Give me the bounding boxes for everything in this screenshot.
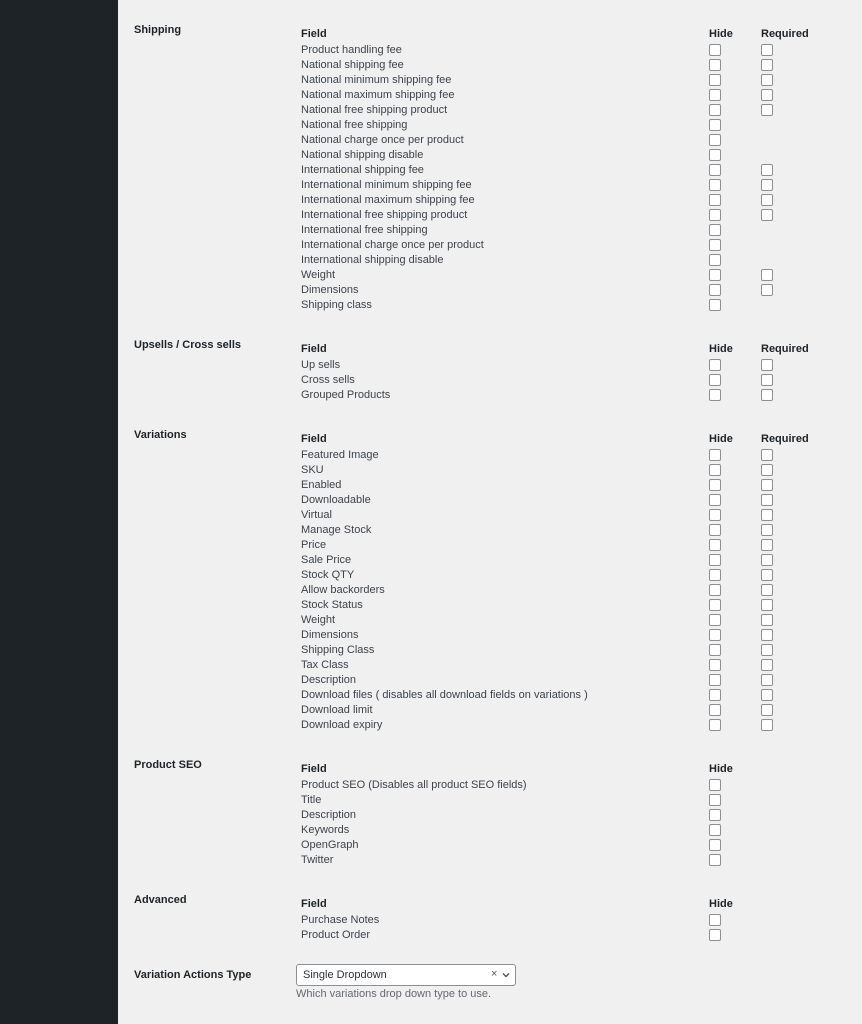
hide-checkbox[interactable]: [709, 59, 721, 71]
field-label: Product Order: [301, 929, 371, 941]
field-label: National shipping fee: [301, 59, 404, 71]
required-checkbox[interactable]: [761, 374, 773, 386]
hide-checkbox[interactable]: [709, 359, 721, 371]
hide-checkbox[interactable]: [709, 824, 721, 836]
field-label: National free shipping product: [301, 104, 448, 116]
required-checkbox[interactable]: [761, 74, 773, 86]
hide-checkbox[interactable]: [709, 89, 721, 101]
required-column-header: Required: [761, 28, 809, 40]
required-checkbox[interactable]: [761, 59, 773, 71]
field-label: Dimensions: [301, 629, 359, 641]
required-checkbox[interactable]: [761, 89, 773, 101]
hide-checkbox[interactable]: [709, 209, 721, 221]
chevron-down-icon[interactable]: [501, 970, 511, 980]
hide-checkbox[interactable]: [709, 254, 721, 266]
required-checkbox[interactable]: [761, 359, 773, 371]
field-label: Purchase Notes: [301, 914, 380, 926]
hide-checkbox[interactable]: [709, 479, 721, 491]
field-label: Tax Class: [301, 659, 349, 671]
required-checkbox[interactable]: [761, 44, 773, 56]
required-checkbox[interactable]: [761, 674, 773, 686]
hide-checkbox[interactable]: [709, 149, 721, 161]
hide-checkbox[interactable]: [709, 914, 721, 926]
hide-checkbox[interactable]: [709, 599, 721, 611]
section-title: Shipping: [134, 24, 182, 36]
hide-column-header: Hide: [709, 28, 733, 40]
field-label: Enabled: [301, 479, 342, 491]
variation-actions-label: Variation Actions Type: [134, 969, 252, 981]
field-label: National charge once per product: [301, 134, 464, 146]
required-checkbox[interactable]: [761, 689, 773, 701]
field-label: National shipping disable: [301, 149, 424, 161]
field-label: National maximum shipping fee: [301, 89, 455, 101]
required-checkbox[interactable]: [761, 479, 773, 491]
hide-checkbox[interactable]: [709, 584, 721, 596]
required-checkbox[interactable]: [761, 659, 773, 671]
field-label: Stock Status: [301, 599, 363, 611]
hide-checkbox[interactable]: [709, 494, 721, 506]
required-checkbox[interactable]: [761, 719, 773, 731]
hide-checkbox[interactable]: [709, 74, 721, 86]
field-label: Weight: [301, 269, 336, 281]
hide-checkbox[interactable]: [709, 194, 721, 206]
field-label: Product SEO (Disables all product SEO fields): [301, 779, 527, 791]
required-checkbox[interactable]: [761, 584, 773, 596]
field-label: International free shipping: [301, 224, 428, 236]
required-checkbox[interactable]: [761, 569, 773, 581]
field-column-header: Field: [301, 28, 327, 40]
hide-checkbox[interactable]: [709, 224, 721, 236]
hide-checkbox[interactable]: [709, 164, 721, 176]
required-checkbox[interactable]: [761, 644, 773, 656]
hide-checkbox[interactable]: [709, 704, 721, 716]
field-column-header: Field: [301, 763, 327, 775]
section-title: Advanced: [134, 894, 187, 906]
field-label: Shipping Class: [301, 644, 375, 656]
hide-checkbox[interactable]: [709, 539, 721, 551]
hide-checkbox[interactable]: [709, 524, 721, 536]
hide-checkbox[interactable]: [709, 794, 721, 806]
hide-checkbox[interactable]: [709, 719, 721, 731]
field-label: Grouped Products: [301, 389, 391, 401]
hide-checkbox[interactable]: [709, 269, 721, 281]
hide-checkbox[interactable]: [709, 554, 721, 566]
admin-sidebar: [0, 0, 118, 1024]
hide-checkbox[interactable]: [709, 614, 721, 626]
field-label: Allow backorders: [301, 584, 385, 596]
field-label: Weight: [301, 614, 336, 626]
field-label: Virtual: [301, 509, 332, 521]
hide-checkbox[interactable]: [709, 464, 721, 476]
hide-checkbox[interactable]: [709, 134, 721, 146]
section-title: Upsells / Cross sells: [134, 339, 241, 351]
field-label: Download files ( disables all download fields on variations ): [301, 689, 588, 701]
field-label: Shipping class: [301, 299, 372, 311]
required-checkbox[interactable]: [761, 449, 773, 461]
field-label: Sale Price: [301, 554, 352, 566]
hide-checkbox[interactable]: [709, 449, 721, 461]
field-label: International shipping fee: [301, 164, 424, 176]
required-column-header: Required: [761, 343, 809, 355]
hide-checkbox[interactable]: [709, 374, 721, 386]
field-label: SKU: [301, 464, 324, 476]
required-checkbox[interactable]: [761, 629, 773, 641]
required-checkbox[interactable]: [761, 704, 773, 716]
field-label: Downloadable: [301, 494, 371, 506]
field-label: Download limit: [301, 704, 373, 716]
hide-checkbox[interactable]: [709, 674, 721, 686]
required-checkbox[interactable]: [761, 179, 773, 191]
hide-checkbox[interactable]: [709, 779, 721, 791]
field-label: Title: [301, 794, 322, 806]
field-label: International charge once per product: [301, 239, 484, 251]
hide-column-header: Hide: [709, 343, 733, 355]
hide-checkbox[interactable]: [709, 389, 721, 401]
required-checkbox[interactable]: [761, 389, 773, 401]
required-checkbox[interactable]: [761, 284, 773, 296]
field-label: Download expiry: [301, 719, 383, 731]
hide-checkbox[interactable]: [709, 299, 721, 311]
required-checkbox[interactable]: [761, 554, 773, 566]
variation-actions-description: Which variations drop down type to use.: [296, 988, 492, 1000]
variation-actions-select[interactable]: [296, 964, 516, 986]
hide-checkbox[interactable]: [709, 839, 721, 851]
hide-column-header: Hide: [709, 433, 733, 445]
field-label: Product handling fee: [301, 44, 402, 56]
field-label: Featured Image: [301, 449, 379, 461]
hide-checkbox[interactable]: [709, 509, 721, 521]
section-title: Product SEO: [134, 759, 202, 771]
required-checkbox[interactable]: [761, 494, 773, 506]
hide-checkbox[interactable]: [709, 104, 721, 116]
hide-checkbox[interactable]: [709, 689, 721, 701]
hide-column-header: Hide: [709, 763, 733, 775]
required-checkbox[interactable]: [761, 104, 773, 116]
required-column-header: Required: [761, 433, 809, 445]
required-checkbox[interactable]: [761, 464, 773, 476]
required-checkbox[interactable]: [761, 614, 773, 626]
hide-checkbox[interactable]: [709, 644, 721, 656]
hide-checkbox[interactable]: [709, 119, 721, 131]
required-checkbox[interactable]: [761, 524, 773, 536]
hide-checkbox[interactable]: [709, 929, 721, 941]
hide-column-header: Hide: [709, 898, 733, 910]
clear-icon[interactable]: ×: [491, 968, 498, 980]
section-title: Variations: [134, 429, 187, 441]
required-checkbox[interactable]: [761, 509, 773, 521]
field-column-header: Field: [301, 898, 327, 910]
field-label: Cross sells: [301, 374, 355, 386]
required-checkbox[interactable]: [761, 194, 773, 206]
hide-checkbox[interactable]: [709, 809, 721, 821]
field-label: Up sells: [301, 359, 341, 371]
field-column-header: Field: [301, 433, 327, 445]
field-label: Manage Stock: [301, 524, 372, 536]
field-label: Keywords: [301, 824, 350, 836]
hide-checkbox[interactable]: [709, 629, 721, 641]
field-label: Twitter: [301, 854, 334, 866]
field-label: Price: [301, 539, 327, 551]
field-label: Stock QTY: [301, 569, 355, 581]
field-label: International maximum shipping fee: [301, 194, 475, 206]
field-label: International minimum shipping fee: [301, 179, 472, 191]
select-value: Single Dropdown: [303, 969, 387, 981]
field-label: International free shipping product: [301, 209, 468, 221]
hide-checkbox[interactable]: [709, 854, 721, 866]
hide-checkbox[interactable]: [709, 284, 721, 296]
hide-checkbox[interactable]: [709, 179, 721, 191]
required-checkbox[interactable]: [761, 209, 773, 221]
field-label: Dimensions: [301, 284, 359, 296]
field-label: National free shipping: [301, 119, 408, 131]
field-label: International shipping disable: [301, 254, 444, 266]
field-label: Description: [301, 674, 357, 686]
hide-checkbox[interactable]: [709, 44, 721, 56]
field-label: National minimum shipping fee: [301, 74, 452, 86]
required-checkbox[interactable]: [761, 539, 773, 551]
field-label: OpenGraph: [301, 839, 359, 851]
field-label: Description: [301, 809, 357, 821]
field-column-header: Field: [301, 343, 327, 355]
hide-checkbox[interactable]: [709, 239, 721, 251]
required-checkbox[interactable]: [761, 599, 773, 611]
hide-checkbox[interactable]: [709, 659, 721, 671]
required-checkbox[interactable]: [761, 269, 773, 281]
hide-checkbox[interactable]: [709, 569, 721, 581]
required-checkbox[interactable]: [761, 164, 773, 176]
